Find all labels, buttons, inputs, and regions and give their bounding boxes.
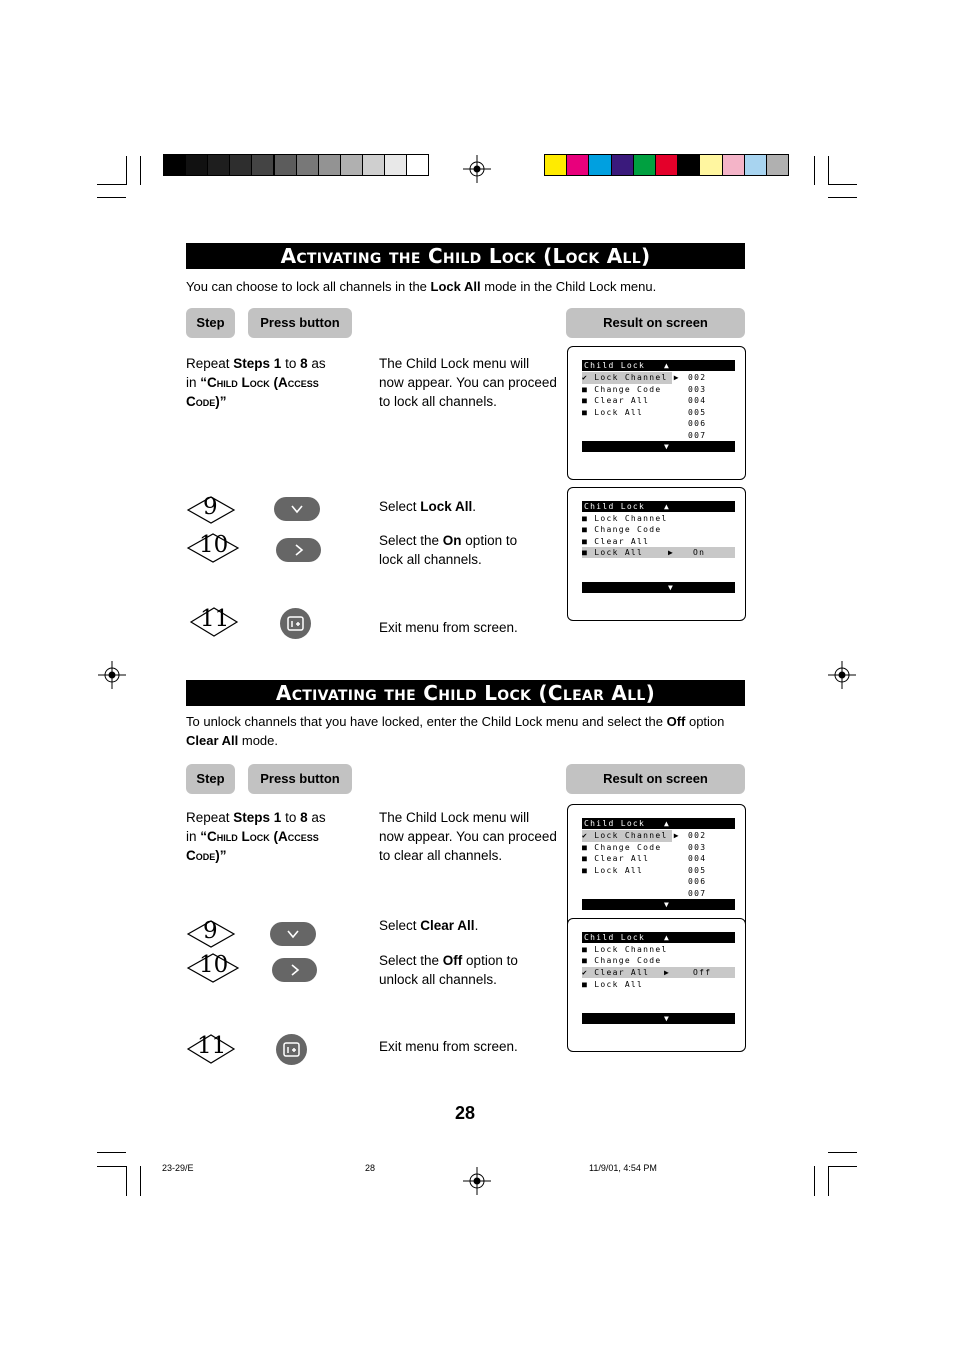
crop-mark	[828, 156, 829, 185]
osd-item: ■ Clear All	[582, 537, 650, 546]
color-swatch	[678, 155, 699, 175]
color-swatch	[252, 155, 273, 175]
color-swatch	[567, 155, 588, 175]
step-10-text: Select the Off option to unlock all channels.	[379, 953, 518, 987]
color-swatch	[230, 155, 251, 175]
step-9-text: Select Lock All.	[379, 499, 477, 514]
step-10-text: Select the On option to lock all channels.	[379, 533, 518, 567]
section-title-lock-all: Activating the Child Lock (Lock All)	[186, 243, 745, 269]
osd-item: ■ Change Code	[582, 956, 662, 965]
osd-item-selected: ✔ Lock Channel ▶	[582, 373, 680, 382]
menu-appears-text: The Child Lock menu will now appear. You can proceed to clear all channels.	[379, 810, 557, 863]
osd-item: ■ Lock All	[582, 866, 644, 875]
osd-item: ■ Change Code	[582, 385, 662, 394]
down-arrow-button[interactable]	[274, 497, 320, 521]
chevron-right-icon	[289, 963, 301, 977]
down-arrow-button[interactable]	[270, 922, 316, 946]
color-swatch	[656, 155, 677, 175]
osd-header: Child Lock ▲	[582, 932, 735, 943]
step-number: 10	[199, 952, 229, 978]
color-swatch	[341, 155, 362, 175]
osd-header: Child Lock ▲	[582, 360, 735, 371]
color-swatch	[634, 155, 655, 175]
result-column-header: Result on screen	[566, 764, 745, 794]
chevron-right-icon	[293, 543, 305, 557]
crop-mark	[828, 1166, 829, 1196]
menu-icon	[287, 616, 304, 631]
osd-header: Child Lock ▲	[582, 818, 735, 829]
osd-screen-clear-all-off	[567, 918, 746, 1052]
color-swatch	[589, 155, 610, 175]
color-swatch	[297, 155, 318, 175]
color-swatch	[186, 155, 207, 175]
color-swatch	[275, 155, 296, 175]
color-swatch	[363, 155, 384, 175]
step-11-text: Exit menu from screen.	[379, 620, 518, 635]
osd-footer: ▼	[582, 441, 735, 452]
step-number: 11	[197, 1033, 227, 1059]
osd-channel-list: 002 003 004 005 006 007	[688, 373, 707, 440]
color-swatch	[164, 155, 185, 175]
crop-mark	[126, 1166, 127, 1196]
section-intro: You can choose to lock all channels in the Lock All mode in the Child Lock menu.	[186, 279, 657, 294]
osd-screen-menu	[567, 804, 746, 928]
repeat-steps-note: Repeat Steps 1 to 8 as in “Child Lock (Access Code)”	[186, 810, 326, 863]
step-9-text: Select Clear All.	[379, 918, 479, 933]
menu-appears-text: The Child Lock menu will now appear. You can proceed to lock all channels.	[379, 356, 557, 409]
osd-header: Child Lock ▲	[582, 501, 735, 512]
crop-mark	[814, 156, 815, 185]
right-arrow-button[interactable]	[276, 538, 321, 562]
crop-mark	[828, 184, 857, 185]
osd-item-selected: ✔ Clear All ▶ Off	[582, 967, 735, 978]
registration-mark-icon	[463, 155, 491, 183]
section-intro: To unlock channels that you have locked, enter the Child Lock menu and select the Off option Clear All mode.	[186, 714, 725, 748]
osd-item: ■ Lock Channel	[582, 514, 668, 523]
crop-mark	[140, 1166, 141, 1196]
crop-mark	[828, 197, 857, 198]
crop-mark	[97, 1152, 126, 1153]
osd-footer: ▼	[582, 1013, 735, 1024]
osd-item: ■ Lock All	[582, 980, 644, 989]
repeat-steps-note: Repeat Steps 1 to 8 as in “Child Lock (Access Code)”	[186, 356, 326, 409]
step-column-header: Step	[186, 764, 235, 794]
chevron-down-icon	[290, 503, 304, 515]
menu-icon	[283, 1042, 300, 1057]
osd-item-selected: ✔ Lock Channel ▶	[582, 831, 680, 840]
right-arrow-button[interactable]	[272, 958, 317, 982]
osd-item: ■ Clear All	[582, 854, 650, 863]
color-swatch	[723, 155, 744, 175]
crop-mark	[140, 156, 141, 185]
footer-file-code: 23-29/E	[162, 1163, 194, 1173]
menu-info-button[interactable]	[276, 1034, 307, 1065]
step-column-header: Step	[186, 308, 235, 338]
result-column-header: Result on screen	[566, 308, 745, 338]
step-number: 9	[203, 918, 218, 944]
section-title-clear-all: Activating the Child Lock (Clear All)	[186, 680, 745, 706]
color-swatch	[700, 155, 721, 175]
footer-page: 28	[365, 1163, 376, 1173]
color-swatch	[319, 155, 340, 175]
crop-mark	[97, 197, 126, 198]
osd-screen-lock-all-on	[567, 487, 746, 621]
osd-item: ■ Lock Channel	[582, 945, 668, 954]
color-swatch	[545, 155, 566, 175]
color-swatch	[385, 155, 406, 175]
crop-mark	[828, 1152, 857, 1153]
osd-footer: ▼	[582, 899, 735, 910]
color-swatch	[745, 155, 766, 175]
crop-mark	[97, 184, 126, 185]
step-11-text: Exit menu from screen.	[379, 1039, 518, 1054]
step-number: 11	[200, 606, 230, 632]
osd-item-selected: ■ Lock All ▶ On	[582, 547, 735, 558]
osd-item: ■ Change Code	[582, 525, 662, 534]
press-button-column-header: Press button	[248, 764, 352, 794]
crop-mark	[97, 1166, 126, 1167]
registration-mark-icon	[98, 661, 126, 689]
color-swatch	[208, 155, 229, 175]
osd-channel-list: 002 003 004 005 006 007	[688, 831, 707, 898]
chevron-down-icon	[286, 928, 300, 940]
step-number: 10	[199, 532, 229, 558]
step-number: 9	[203, 494, 218, 520]
crop-mark	[126, 156, 127, 185]
menu-info-button[interactable]	[280, 608, 311, 639]
page-number: 28	[454, 1103, 476, 1123]
osd-item: ■ Change Code	[582, 843, 662, 852]
crop-mark	[814, 1166, 815, 1196]
press-button-column-header: Press button	[248, 308, 352, 338]
osd-item: ■ Clear All	[582, 396, 650, 405]
color-swatch	[407, 155, 428, 175]
crop-mark	[828, 1166, 857, 1167]
footer-timestamp: 11/9/01, 4:54 PM	[589, 1163, 657, 1173]
osd-screen-menu	[567, 346, 746, 480]
registration-mark-icon	[828, 661, 856, 689]
osd-item: ■ Lock All	[582, 408, 644, 417]
color-swatch	[612, 155, 633, 175]
osd-footer: ▼	[582, 582, 735, 593]
color-swatch	[767, 155, 788, 175]
registration-mark-icon	[463, 1167, 491, 1195]
